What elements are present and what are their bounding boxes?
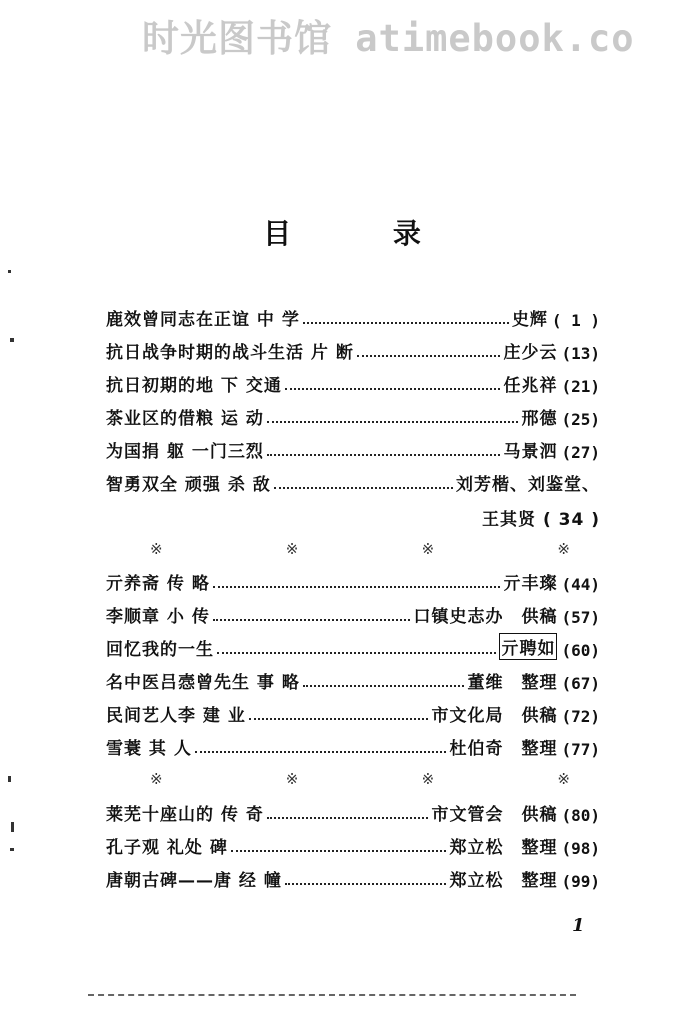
separator-mark: ※ bbox=[557, 770, 570, 788]
toc-entry-title: 孔子观 礼处 碑 bbox=[106, 838, 228, 858]
leader-dots bbox=[267, 421, 519, 423]
toc-entry-author: 亓聘如 bbox=[499, 633, 557, 660]
leader-dots bbox=[267, 817, 429, 819]
toc-entry[interactable] bbox=[106, 632, 600, 660]
toc-entry-title: 民间艺人李 建 业 bbox=[106, 706, 246, 726]
toc-entry-title: 智勇双全 顽强 杀 敌 bbox=[106, 475, 271, 495]
section-separator bbox=[150, 770, 570, 788]
toc-entry-page: (80) bbox=[561, 806, 600, 825]
page-number: 1 bbox=[572, 915, 585, 936]
toc-entry-page: (57) bbox=[561, 608, 600, 627]
toc-entry-title: 名中医吕悫曾先生 事 略 bbox=[106, 673, 300, 693]
leader-dots bbox=[303, 685, 465, 687]
toc-entry-title: 回忆我的一生 bbox=[106, 640, 214, 660]
toc-entry-page: (60) bbox=[561, 641, 600, 660]
toc-entry-author: 邢德 bbox=[521, 409, 558, 429]
toc-entry-page: (25) bbox=[561, 410, 600, 429]
leader-dots bbox=[217, 652, 496, 654]
toc-entry[interactable] bbox=[106, 302, 600, 330]
toc-entry-page: (77) bbox=[561, 740, 600, 759]
toc-entry-title: 茶业区的借粮 运 动 bbox=[106, 409, 264, 429]
leader-dots bbox=[231, 850, 447, 852]
separator-mark: ※ bbox=[557, 540, 570, 558]
toc-entry[interactable] bbox=[106, 335, 600, 363]
toc-entry-note: 供稿 bbox=[521, 607, 558, 627]
toc-entry[interactable] bbox=[106, 368, 600, 396]
toc-entry-note: 整理 bbox=[521, 838, 558, 858]
toc-entry-title: 李顺章 小 传 bbox=[106, 607, 210, 627]
toc-entry-page: (21) bbox=[561, 377, 600, 396]
toc-entry-author: 市文管会 bbox=[431, 805, 504, 825]
section-separator bbox=[150, 540, 570, 558]
separator-mark: ※ bbox=[421, 770, 435, 788]
toc-entry-title: 亓养斋 传 略 bbox=[106, 574, 210, 594]
toc-entry-title: 莱芜十座山的 传 奇 bbox=[106, 805, 264, 825]
toc-entry-note: 整理 bbox=[521, 673, 558, 693]
toc-entry-page: (44) bbox=[561, 575, 600, 594]
toc-entry-note: 整理 bbox=[521, 871, 558, 891]
toc-entry-page: (27) bbox=[561, 443, 600, 462]
leader-dots bbox=[303, 322, 509, 324]
toc-entry[interactable] bbox=[106, 599, 600, 627]
leader-dots bbox=[267, 454, 501, 456]
toc-entry-author: 杜伯奇 bbox=[449, 739, 504, 759]
separator-mark: ※ bbox=[150, 540, 163, 558]
toc-entry[interactable] bbox=[106, 830, 600, 858]
toc-entry-author: 郑立松 bbox=[449, 871, 504, 891]
leader-dots bbox=[195, 751, 447, 753]
page-title: 目 录 bbox=[263, 217, 467, 250]
toc-entry-note: 整理 bbox=[521, 739, 558, 759]
scan-speck bbox=[8, 776, 11, 782]
leader-dots bbox=[274, 487, 453, 489]
toc-entry-author: 董维 bbox=[467, 673, 504, 693]
toc-entry-title: 唐朝古碑——唐 经 幢 bbox=[106, 871, 282, 891]
toc-entry-title: 雪蓑 其 人 bbox=[106, 739, 192, 759]
toc-entry-page: (99) bbox=[561, 872, 600, 891]
toc-entry-title: 抗日战争时期的战斗生活 片 断 bbox=[106, 343, 354, 363]
toc-entry[interactable] bbox=[106, 566, 600, 594]
separator-mark: ※ bbox=[421, 540, 435, 558]
leader-dots bbox=[285, 883, 447, 885]
bottom-scan-line bbox=[88, 994, 576, 996]
watermark-text: 时光图书馆 atimebook.co bbox=[142, 17, 635, 60]
toc-entry-author: 史辉 bbox=[511, 310, 548, 330]
leader-dots bbox=[249, 718, 429, 720]
toc-entry[interactable] bbox=[106, 863, 600, 891]
separator-mark: ※ bbox=[150, 770, 163, 788]
scan-speck bbox=[10, 338, 14, 342]
toc-entry-page: (13) bbox=[561, 344, 600, 363]
leader-dots bbox=[213, 619, 411, 621]
toc-entry[interactable] bbox=[106, 401, 600, 429]
toc-entry-page: (67) bbox=[561, 674, 600, 693]
leader-dots bbox=[213, 586, 501, 588]
toc-entry-page: (72) bbox=[561, 707, 600, 726]
leader-dots bbox=[357, 355, 501, 357]
toc-entry-author: 刘芳楷、刘鉴堂、 bbox=[456, 475, 600, 495]
separator-mark: ※ bbox=[285, 540, 299, 558]
toc-entry-title: 鹿效曾同志在正谊 中 学 bbox=[106, 310, 300, 330]
toc-entry-author: 马景泗 bbox=[503, 442, 558, 462]
toc-entry[interactable] bbox=[106, 698, 600, 726]
toc-entry-page: (98) bbox=[561, 839, 600, 858]
toc-entry[interactable] bbox=[106, 665, 600, 693]
toc-entry[interactable] bbox=[106, 731, 600, 759]
scan-speck bbox=[11, 822, 14, 832]
toc-entry-title: 抗日初期的地 下 交通 bbox=[106, 376, 282, 396]
toc-entry-note: 供稿 bbox=[521, 805, 558, 825]
toc-entry-title: 为国捐 躯 一门三烈 bbox=[106, 442, 264, 462]
toc-entry-author: 任兆祥 bbox=[503, 376, 558, 396]
toc-entry-page: ( 1 ) bbox=[551, 311, 600, 330]
toc-entry-note: 供稿 bbox=[521, 706, 558, 726]
toc-entry-continuation: 王其贤 ( 34 ) bbox=[482, 510, 600, 530]
toc-entry-author: 亓丰璨 bbox=[503, 574, 558, 594]
separator-mark: ※ bbox=[285, 770, 299, 788]
toc-entry-author: 郑立松 bbox=[449, 838, 504, 858]
toc-entry-author: 庄少云 bbox=[503, 343, 558, 363]
scan-speck bbox=[8, 270, 11, 273]
toc-entry[interactable] bbox=[106, 797, 600, 825]
scan-speck bbox=[10, 848, 14, 851]
toc-entry-author: 口镇史志办 bbox=[413, 607, 504, 627]
toc-entry-author: 市文化局 bbox=[431, 706, 504, 726]
toc-entry[interactable] bbox=[106, 434, 600, 462]
toc-entry[interactable] bbox=[106, 467, 600, 495]
leader-dots bbox=[285, 388, 501, 390]
